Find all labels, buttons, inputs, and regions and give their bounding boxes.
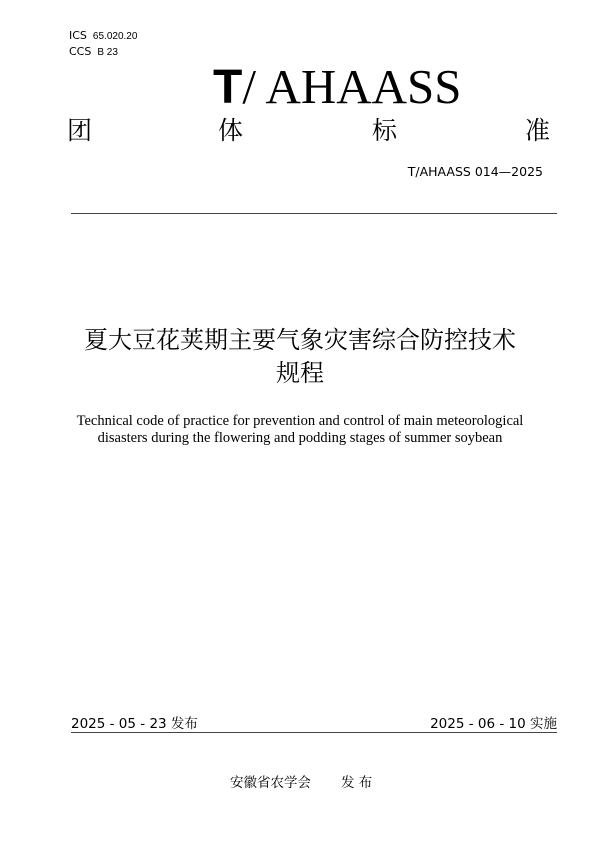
- header-divider: [71, 213, 557, 214]
- chinese-title-line-1: 夏大豆花荚期主要气象灾害综合防控技术: [84, 326, 516, 354]
- implementation-date: 2025 - 06 - 10 实施: [430, 716, 557, 732]
- english-title-line-2: disasters during the flowering and podding stages of summer soybean: [97, 430, 503, 446]
- logo-letter-t: T: [213, 61, 243, 114]
- chinese-title-line-2: 规程: [276, 359, 324, 387]
- ics-code: 65.020.20: [92, 31, 138, 42]
- english-title: [60, 413, 540, 447]
- standard-logo: [213, 59, 533, 114]
- english-title-line-1: Technical code of practice for prevention and control of main meteorological: [76, 413, 524, 429]
- ccs-label: CCS: [69, 45, 92, 58]
- standard-type-char-2: 体: [218, 116, 244, 145]
- standard-type-char-1: 团: [67, 116, 93, 145]
- logo-text: / AHAASS: [242, 59, 462, 114]
- standard-number: T/AHAASS 014—2025: [407, 164, 543, 179]
- ccs-classification: [69, 45, 118, 59]
- standard-type-char-4: 准: [525, 116, 551, 145]
- ics-label: ICS: [69, 29, 87, 42]
- publish-date: 2025 - 05 - 23 发布: [71, 716, 198, 732]
- publisher-issue-word: 发 布: [341, 775, 373, 791]
- publisher: [230, 775, 372, 791]
- chinese-title: [60, 324, 540, 390]
- ics-classification: [69, 29, 137, 43]
- ccs-code: B 23: [97, 47, 118, 58]
- publisher-name: 安徽省农学会: [230, 775, 311, 791]
- footer-divider: [71, 732, 557, 733]
- standard-type-char-3: 标: [372, 116, 398, 145]
